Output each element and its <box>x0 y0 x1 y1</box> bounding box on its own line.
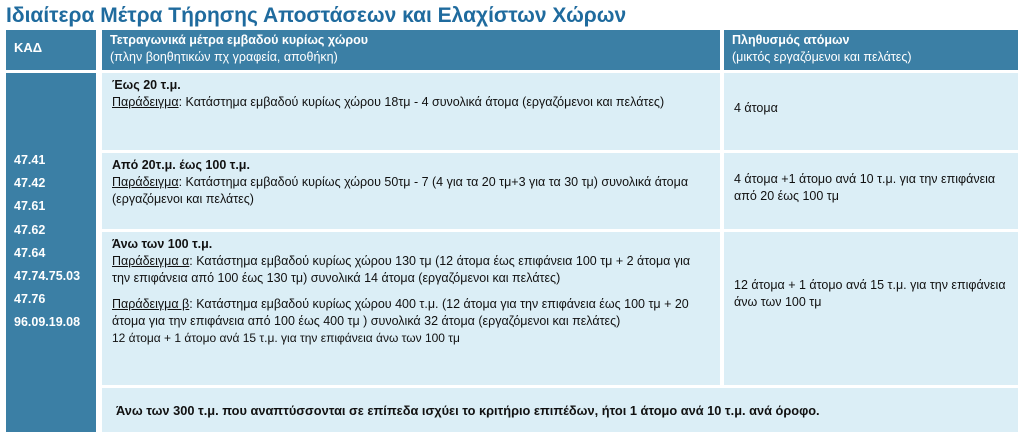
row-example-a <box>112 253 710 287</box>
area-header <box>102 30 720 70</box>
row-population-cell: 4 άτομα <box>724 73 1018 150</box>
row-note: 12 άτομα + 1 άτομο ανά 15 τ.μ. για την επιφάνεια άνω των 100 τμ <box>112 331 460 345</box>
row-example <box>112 94 710 111</box>
row-example <box>112 174 710 208</box>
row-heading: Έως 20 τ.μ. <box>112 78 181 92</box>
example-label: Παράδειγμα α <box>112 254 190 268</box>
row-area-cell <box>102 153 720 229</box>
area-header-subtitle: (πλην βοηθητικών πχ γραφεία, αποθήκη) <box>110 50 338 64</box>
row-heading: Άνω των 100 τ.μ. <box>112 237 213 251</box>
population-header <box>724 30 1018 70</box>
row-area-cell <box>102 73 720 150</box>
example-text: : Κατάστημα εμβαδού κυρίως χώρου 18τμ - 4 συνολικά άτομα (εργαζόμενοι και πελάτες) <box>178 95 665 109</box>
row-heading: Από 20τ.μ. έως 100 τ.μ. <box>112 158 250 172</box>
example-text: : Κατάστημα εμβαδού κυρίως χώρου 50τμ - 7 (4 για τα 20 τμ+3 για τα 30 τμ) συνολικά άτομα (εργαζόμενοι και πελάτες) <box>112 175 689 206</box>
row-population-cell: 12 άτομα + 1 άτομο ανά 15 τ.μ. για την επιφάνεια άνω των 100 τμ <box>724 232 1018 385</box>
kad-code: 47.42 <box>14 176 46 191</box>
population-header-subtitle: (μικτός εργαζόμενοι και πελάτες) <box>732 50 912 64</box>
example-text: : Κατάστημα εμβαδού κυρίως χώρου 400 τ.μ. (12 άτομα για την επιφάνεια έως 100 τμ + 20 άτομα για την επιφάνεια από 100 έως 400 τμ ) συνολικά 32 άτομα (εργαζόμενοι και πελάτες) <box>112 297 689 328</box>
kad-code: 47.76 <box>14 292 46 307</box>
example-label: Παράδειγμα β <box>112 297 190 311</box>
example-label: Παράδειγμα <box>112 175 179 189</box>
example-label: Παράδειγμα <box>112 95 179 109</box>
row-example-b <box>112 296 710 330</box>
kad-codes-column <box>6 73 96 432</box>
population-header-title: Πληθυσμός ατόμων <box>732 33 850 47</box>
area-header-title: Τετραγωνικά μέτρα εμβαδού κυρίως χώρου <box>110 33 369 47</box>
kad-header: ΚΑΔ <box>6 30 96 70</box>
example-text: : Κατάστημα εμβαδού κυρίως χώρου 130 τμ (12 άτομα έως επιφάνεια 100 τμ + 2 άτομα για την επιφάνεια από 100 έως 130 τμ) συνολικά 14 άτομα (εργαζόμενοι και πελάτες) <box>112 254 691 285</box>
kad-code: 47.41 <box>14 153 46 167</box>
kad-code: 47.61 <box>14 199 46 214</box>
footer-row: Άνω των 300 τ.μ. που αναπτύσσονται σε επίπεδα ισχύει το κριτήριο επιπέδων, ήτοι 1 άτομο ανά 10 τ.μ. ανά όροφο. <box>102 388 1018 432</box>
kad-code: 96.09.19.08 <box>14 315 81 330</box>
kad-code: 47.74.75.03 <box>14 268 81 283</box>
kad-code: 47.64 <box>14 245 46 260</box>
row-area-cell <box>102 232 720 385</box>
page-title: Ιδιαίτερα Μέτρα Τήρησης Αποστάσεων και Ελαχίστων Χώρων <box>6 4 627 27</box>
kad-code: 47.62 <box>14 222 46 237</box>
row-population-cell: 4 άτομα +1 άτομο ανά 10 τ.μ. για την επιφάνεια από 20 έως 100 τμ <box>724 153 1018 229</box>
